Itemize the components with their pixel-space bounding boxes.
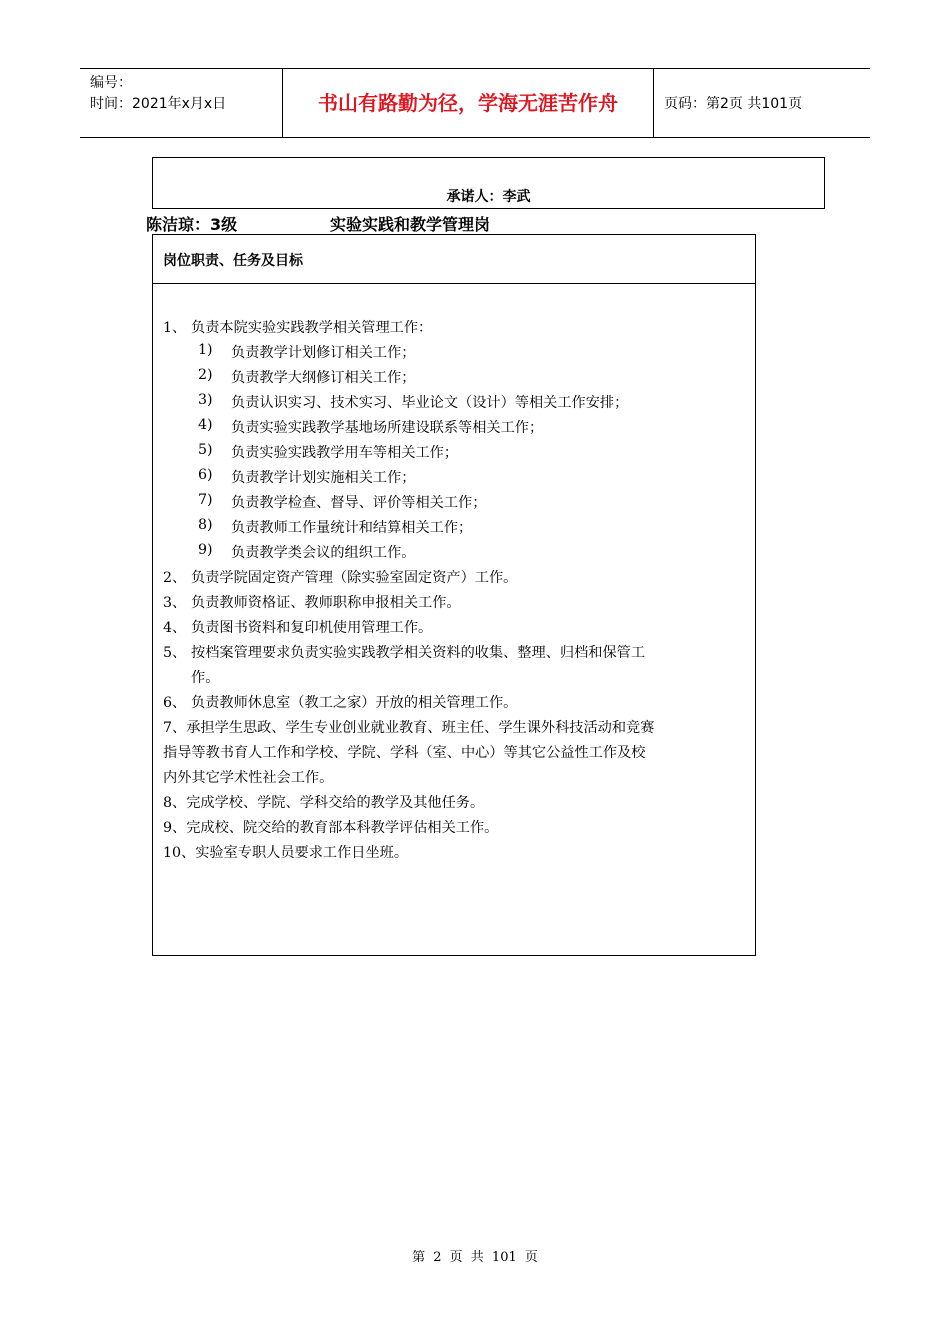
duty-text: 7、承担学生思政、学生专业创业就业教育、班主任、学生课外科技活动和竞赛 (163, 720, 655, 736)
duty-text: 按档案管理要求负责实验实践教学相关资料的收集、整理、归档和保管工 (191, 645, 646, 661)
duty-text: 负责教学计划修订相关工作； (231, 345, 416, 361)
duty-text: 负责图书资料和复印机使用管理工作。 (191, 620, 433, 636)
page-header (80, 68, 870, 138)
duty-number: 3、 (163, 595, 187, 611)
duty-number: 6) (198, 467, 213, 483)
duty-text: 指导等教书育人工作和学校、学院、学科（室、中心）等其它公益性工作及校 (163, 745, 646, 761)
duty-number: 3) (198, 392, 213, 408)
duty-number: 1、 (163, 320, 187, 336)
person-name-grade: 陈洁琼：3级 (146, 215, 238, 234)
duty-text: 负责教师休息室（教工之家）开放的相关管理工作。 (191, 695, 518, 711)
duty-text: 作。 (191, 670, 220, 686)
page-footer: 第 2 页 共 101 页 (412, 1250, 538, 1265)
duty-text: 负责教学检查、督导、评价等相关工作； (231, 495, 487, 511)
header-meta (80, 69, 282, 137)
header-motto: 书山有路勤为径，学海无涯苦作舟 (282, 69, 654, 137)
duty-number: 5、 (163, 645, 187, 661)
duty-number: 6、 (163, 695, 187, 711)
date-label: 时间：2021年x月x日 (90, 96, 227, 112)
duty-number: 2) (198, 367, 213, 383)
duty-number: 1) (198, 342, 213, 358)
duty-number: 5) (198, 442, 213, 458)
duty-number: 9) (198, 542, 213, 558)
duty-text: 负责教师资格证、教师职称申报相关工作。 (191, 595, 461, 611)
duty-number: 7) (198, 492, 213, 508)
duty-text: 负责认识实习、技术实习、毕业论文（设计）等相关工作安排； (231, 395, 629, 411)
number-label: 编号： (90, 75, 132, 91)
duty-number: 4) (198, 417, 213, 433)
person-post: 实验实践和教学管理岗 (330, 215, 491, 234)
promise-box (152, 157, 825, 209)
duty-number: 8) (198, 517, 213, 533)
duty-number: 2、 (163, 570, 187, 586)
promise-signer: 承诺人：李武 (446, 189, 531, 205)
header-page-info: 页码：第2页 共101页 (664, 96, 803, 112)
duty-text: 9、完成校、院交给的教育部本科教学评估相关工作。 (163, 820, 499, 836)
duty-text: 负责教师工作量统计和结算相关工作； (231, 520, 473, 536)
duty-text: 负责学院固定资产管理（除实验室固定资产）工作。 (191, 570, 518, 586)
duty-text: 负责教学类会议的组织工作。 (231, 545, 416, 561)
duty-text: 负责本院实验实践教学相关管理工作： (191, 320, 433, 336)
duty-text: 10、实验室专职人员要求工作日坐班。 (163, 845, 409, 861)
duty-text: 负责教学计划实施相关工作； (231, 470, 416, 486)
duty-text: 负责实验实践教学基地场所建设联系等相关工作； (231, 420, 544, 436)
duty-number: 4、 (163, 620, 187, 636)
duty-text: 负责实验实践教学用车等相关工作； (231, 445, 459, 461)
duty-title: 岗位职责、任务及目标 (153, 235, 755, 284)
duty-text: 8、完成学校、学院、学科交给的教学及其他任务。 (163, 795, 485, 811)
person-line (146, 212, 491, 235)
duty-text: 内外其它学术性社会工作。 (163, 770, 334, 786)
duty-text: 负责教学大纲修订相关工作； (231, 370, 416, 386)
duty-table (152, 234, 756, 956)
